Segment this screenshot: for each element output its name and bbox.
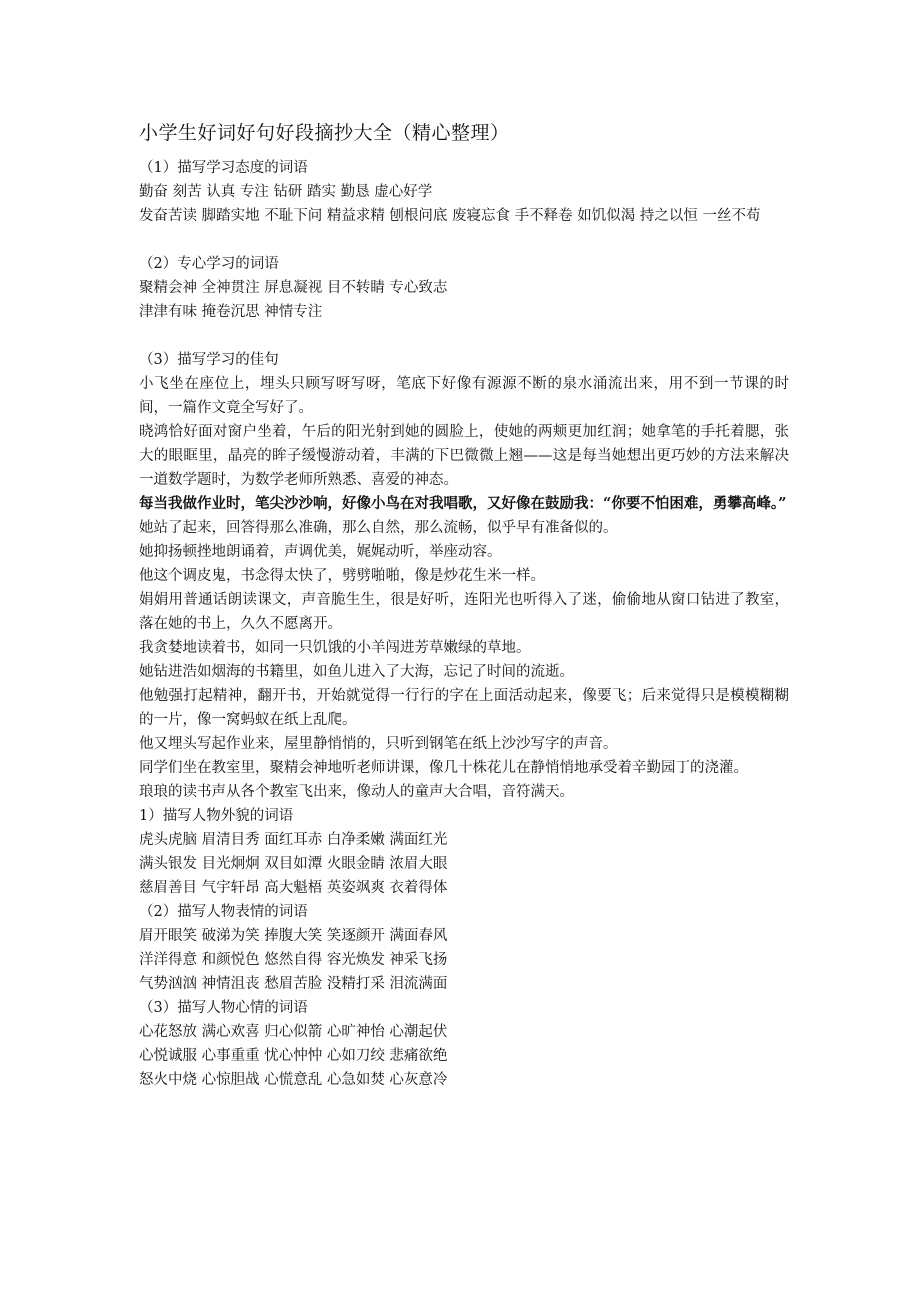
section-heading-focused-study: （2）专心学习的词语 [139,256,279,272]
section-heading-mood: （3）描写人物心情的词语 [139,1000,308,1016]
word-line: 虎头虎脑 眉清目秀 面红耳赤 白净柔嫩 满面红光 [139,832,448,848]
word-line: 气势汹汹 神情沮丧 愁眉苦脸 没精打采 泪流满面 [139,976,448,992]
section-heading-study-sentences: （3）描写学习的佳句 [139,352,279,368]
document-page [139,118,789,1092]
sentence-paragraph: 我贪婪地读着书，如同一只饥饿的小羊闯进芳草嫩绿的草地。 [139,640,531,656]
sentence-paragraph: 同学们坐在教室里，聚精会神地听老师讲课，像几十株花儿在静悄悄地承受着辛勤园丁的浇灌。 [139,760,748,776]
word-line: 慈眉善目 气宇轩昂 高大魁梧 英姿飒爽 衣着得体 [139,880,448,896]
sentence-paragraph: 她钻进浩如烟海的书籍里，如鱼儿进入了大海，忘记了时间的流逝。 [139,664,574,680]
sentence-paragraph: 小飞坐在座位上，埋头只顾写呀写呀，笔底下好像有源源不断的泉水涌流出来，用不到一节课的时间，一篇作文竟全写好了。 [139,376,789,416]
section-heading-study-attitude: （1）描写学习态度的词语 [139,160,308,176]
sentence-paragraph: 琅琅的读书声从各个教室飞出来，像动人的童声大合唱，音符满天。 [139,784,574,800]
word-line: 眉开眼笑 破涕为笑 捧腹大笑 笑逐颜开 满面春风 [139,928,448,944]
sentence-paragraph: 晓鸿恰好面对窗户坐着，午后的阳光射到她的圆脸上，使她的两颊更加红润；她拿笔的手托着腮，张大的眼眶里，晶亮的眸子缓慢游动着，丰满的下巴微微上翘——这是每当她想出更巧妙的方法来解决一道数学题时，为数学老师所熟悉、喜爱的神态。 [139,424,789,488]
sentence-paragraph: 他这个调皮鬼，书念得太快了，劈劈啪啪，像是炒花生米一样。 [139,568,545,584]
sentence-paragraph: 每当我做作业时，笔尖沙沙响，好像小鸟在对我唱歌，又好像在鼓励我：“你要不怕困难，勇攀高峰。” [139,495,787,512]
word-line: 心悦诚服 心事重重 忧心忡忡 心如刀绞 悲痛欲绝 [139,1048,448,1064]
word-line: 津津有味 掩卷沉思 神情专注 [139,304,323,320]
word-line: 聚精会神 全神贯注 屏息凝视 目不转睛 专心致志 [139,280,448,296]
word-line: 勤奋 刻苦 认真 专注 钻研 踏实 勤恳 虚心好学 [139,184,433,200]
word-line: 洋洋得意 和颜悦色 悠然自得 容光焕发 神采飞扬 [139,952,448,968]
word-line: 满头银发 目光炯炯 双目如潭 火眼金睛 浓眉大眼 [139,856,448,872]
sentence-paragraph: 娟娟用普通话朗读课文，声音脆生生，很是好听，连阳光也听得入了迷，偷偷地从窗口钻进了教室，落在她的书上，久久不愿离开。 [139,592,789,632]
sentence-paragraph: 她站了起来，回答得那么准确，那么自然，那么流畅，似乎早有准备似的。 [139,520,618,536]
sentence-paragraph: 他勉强打起精神，翻开书，开始就觉得一行行的字在上面活动起来，像要飞；后来觉得只是模模糊糊的一片，像一窝蚂蚁在纸上乱爬。 [139,688,789,728]
page-title: 小学生好词好句好段摘抄大全（精心整理） [139,122,510,144]
section-heading-appearance: 1）描写人物外貌的词语 [139,808,294,824]
word-line: 怒火中烧 心惊胆战 心慌意乱 心急如焚 心灰意冷 [139,1072,448,1088]
word-line: 发奋苦读 脚踏实地 不耻下问 精益求精 刨根问底 废寝忘食 手不释卷 如饥似渴 持之以恒 一丝不苟 [139,208,761,224]
section-heading-expression: （2）描写人物表情的词语 [139,904,308,920]
sentence-paragraph: 她抑扬顿挫地朗诵着，声调优美，娓娓动听，举座动容。 [139,544,502,560]
sentence-paragraph: 他又埋头写起作业来，屋里静悄悄的，只听到钢笔在纸上沙沙写字的声音。 [139,736,618,752]
word-line: 心花怒放 满心欢喜 归心似箭 心旷神怡 心潮起伏 [139,1024,448,1040]
